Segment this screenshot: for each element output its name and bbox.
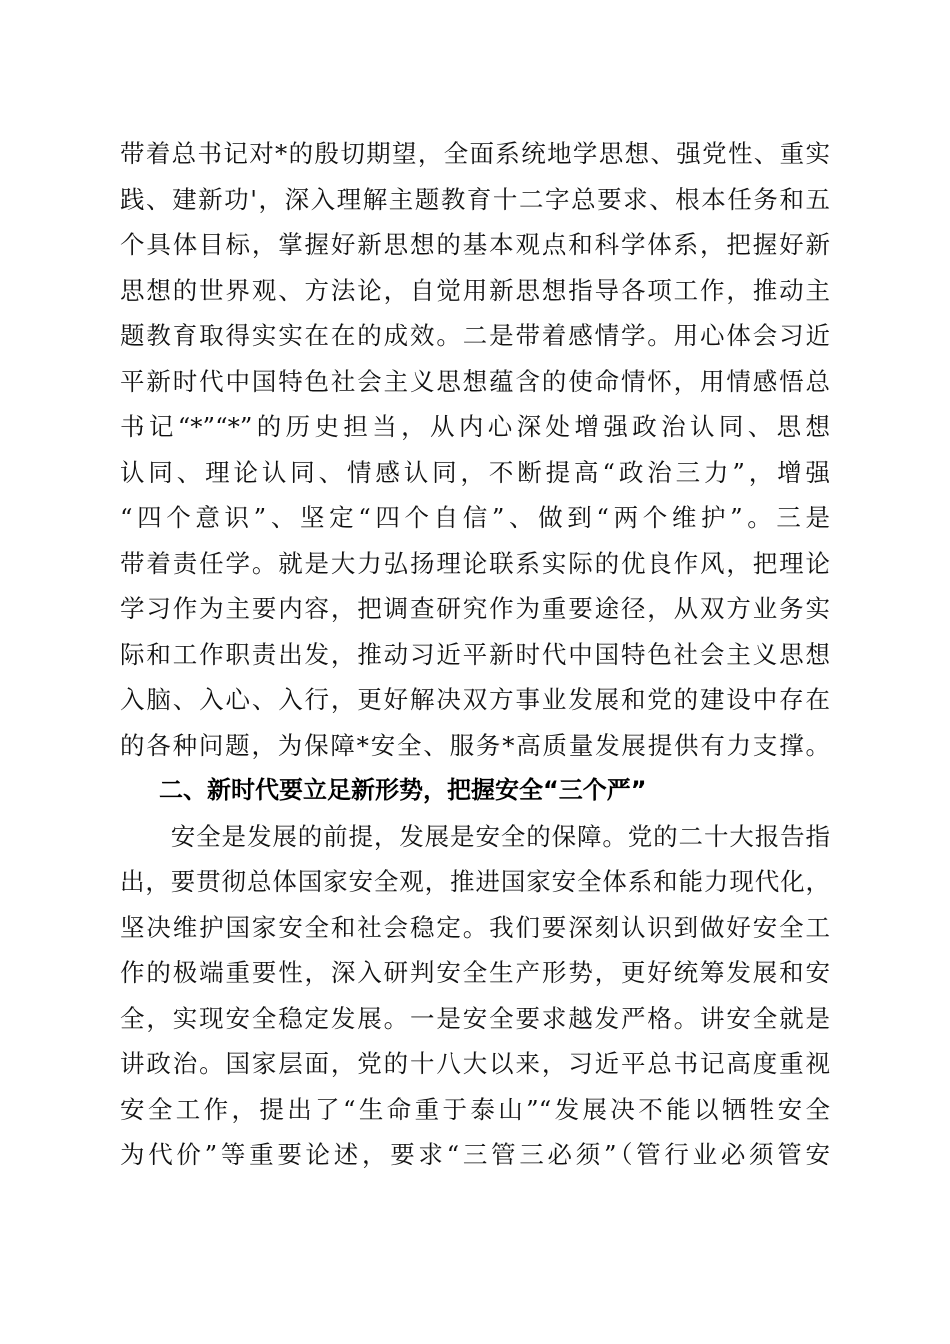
text-line: 全，实现安全稳定发展。一是安全要求越发严格。讲安全就是 [120,1003,830,1033]
text-line: 为代价”等重要论述，要求“三管三必须”（管行业必须管安 [120,1140,830,1169]
text-line: 平新时代中国特色社会主义思想蕴含的使命情怀，用情感悟总 [120,366,830,396]
text-line: 的各种问题，为保障*安全、服务*高质量发展提供有力支撑。 [120,730,830,760]
text-line: “四个意识”、坚定“四个自信”、做到“两个维护”。三是 [120,503,830,532]
text-line: 个具体目标，掌握好新思想的基本观点和科学体系，把握好新 [120,230,830,259]
text-line: 入脑、入心、入行，更好解决双方事业发展和党的建设中存在 [120,685,830,714]
text-line: 带着责任学。就是大力弘扬理论联系实际的优良作风，把理论 [120,548,830,578]
text-line: 坚决维护国家安全和社会稳定。我们要深刻认识到做好安全工 [120,912,830,942]
text-line: 作的极端重要性，深入研判安全生产形势，更好统筹发展和安 [120,958,830,987]
text-line: 带着总书记对*的殷切期望，全面系统地学思想、强党性、重实 [120,139,830,168]
text-line: 出，要贯彻总体国家安全观，推进国家安全体系和能力现代化， [120,867,830,896]
paragraph-1 [120,131,830,1178]
text-line: 书记“*”“*”的历史担当，从内心深处增强政治认同、思想 [120,412,830,441]
text-line: 安全是发展的前提，发展是安全的保障。党的二十大报告指 [120,821,830,851]
text-line: 际和工作职责出发，推动习近平新时代中国特色社会主义思想 [120,639,830,669]
text-line: 题教育取得实实在在的成效。二是带着感情学。用心体会习近 [120,321,830,350]
section-heading: 二、新时代要立足新形势，把握安全“三个严” [159,776,647,804]
text-line: 学习作为主要内容，把调查研究作为重要途径，从双方业务实 [120,594,830,623]
text-line: 践、建新功'，深入理解主题教育十二字总要求、根本任务和五 [120,184,830,214]
text-line: 安全工作，提出了“生命重于泰山”“发展决不能以牺牲安全 [120,1094,830,1124]
text-line: 认同、理论认同、情感认同，不断提高“政治三力”，增强 [120,457,830,487]
text-line: 思想的世界观、方法论，自觉用新思想指导各项工作，推动主 [120,275,830,305]
text-line: 讲政治。国家层面，党的十八大以来，习近平总书记高度重视 [120,1049,830,1078]
